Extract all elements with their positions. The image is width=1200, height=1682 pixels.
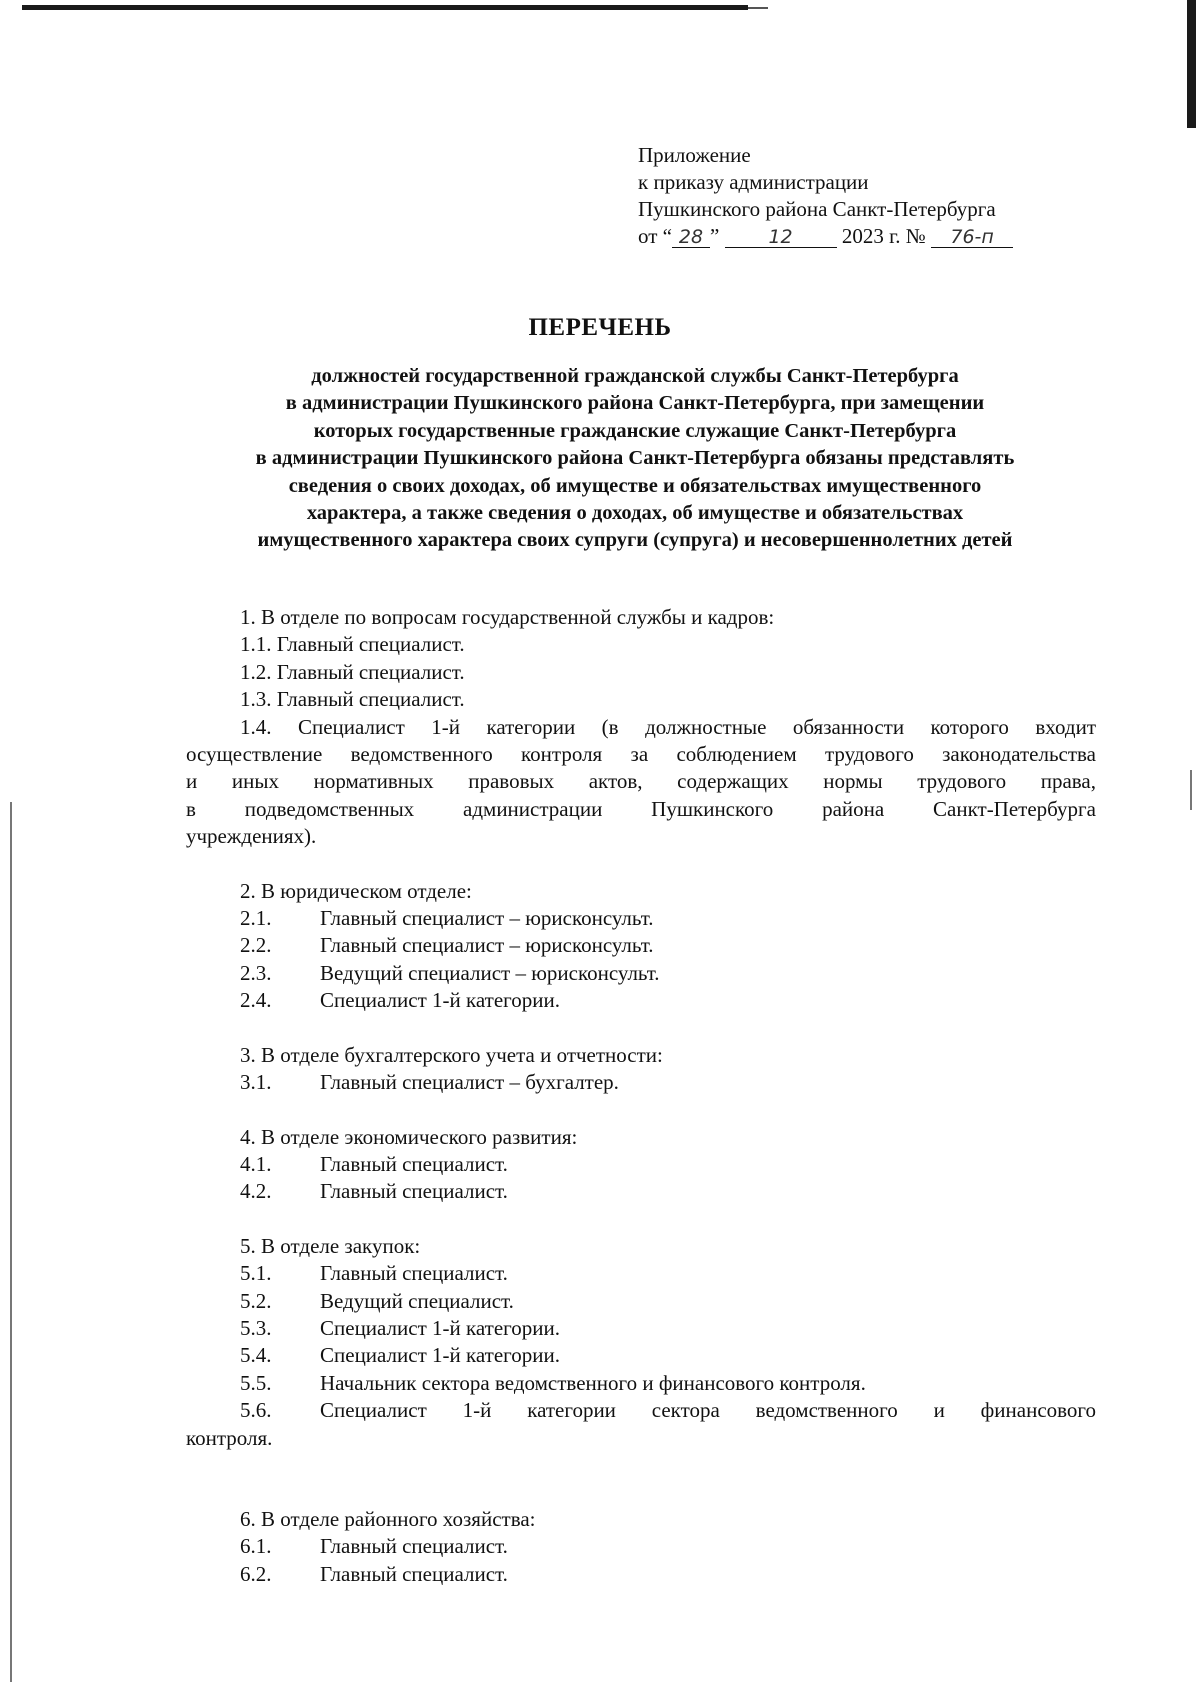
subtitle-line: имущественного характера своих супруги (супруга) и несовершеннолетних детей [257, 529, 1013, 552]
item-number: 5.1. [240, 1261, 272, 1286]
handwritten-month: 12 [725, 227, 837, 248]
list-item [186, 1561, 1096, 1588]
list-item-1-4-line: осуществление ведомственного контроля за соблюдением трудового законодательства [186, 742, 1096, 767]
from-prefix: от [638, 224, 658, 248]
item-text: Начальник сектора ведомственного и финансового контроля. [320, 1370, 866, 1395]
item-text: Главный специалист – бухгалтер. [320, 1070, 619, 1095]
item-text: Главный специалист. [320, 1534, 508, 1559]
item-text: Ведущий специалист. [320, 1288, 514, 1313]
item-number: 4.1. [240, 1151, 272, 1176]
scan-mark-right [1190, 770, 1192, 810]
list-item [186, 1288, 1096, 1315]
document-body [186, 604, 1096, 1588]
quote-open: “ [662, 224, 672, 248]
scan-edge-top [22, 5, 748, 10]
document-subtitle [170, 363, 1100, 555]
item-number: 5.5. [240, 1370, 272, 1395]
item-number: 5.4. [240, 1343, 272, 1368]
subtitle-line: характера, а также сведения о доходах, об имуществе и обязательствах [306, 502, 964, 525]
item-number: 5.6. [240, 1398, 272, 1423]
item-number: 6.1. [240, 1534, 272, 1559]
subtitle-line: должностей государственной гражданской службы Санкт-Петербурга [311, 365, 959, 387]
list-item [186, 1533, 1096, 1560]
list-item [186, 1260, 1096, 1287]
handwritten-day: 28 [672, 227, 710, 248]
list-item [186, 1342, 1096, 1369]
approval-block [638, 142, 1013, 250]
scan-edge-left [10, 802, 12, 1682]
item-text: Главный специалист. [320, 1261, 508, 1286]
item-text: Главный специалист. [320, 1151, 508, 1176]
document-title: ПЕРЕЧЕНЬ [528, 314, 672, 341]
item-text: Специалист 1-й категории. [320, 988, 560, 1013]
quote-close: ” [709, 224, 720, 248]
list-item-1-4-line: 1.4. Специалист 1-й категории (в должностные обязанности которого входит [240, 714, 1096, 739]
section-4-heading: 4. В отделе экономического развития: [240, 1124, 578, 1149]
subtitle-line: которых государственные гражданские служащие Санкт-Петербурга [313, 419, 957, 442]
list-item [186, 905, 1096, 932]
subtitle-line: в администрации Пушкинского района Санкт-Петербурга, при замещении [285, 392, 985, 415]
item-text: Специалист 1-й категории сектора ведомственного и финансового [320, 1398, 1096, 1423]
item-text: Ведущий специалист – юрисконсульт. [320, 960, 660, 985]
item-text: Главный специалист. [320, 1179, 508, 1204]
handwritten-order-number: 76-п [931, 227, 1013, 248]
section-6-heading: 6. В отделе районного хозяйства: [240, 1506, 536, 1531]
item-number: 3.1. [240, 1070, 272, 1095]
list-item: 1.1. Главный специалист. [240, 632, 465, 657]
item-text: Специалист 1-й категории. [320, 1343, 560, 1368]
list-item-1-4-line: и иных нормативных правовых актов, содержащих нормы трудового права, [186, 769, 1096, 794]
item-number: 6.2. [240, 1561, 272, 1586]
item-number: 4.2. [240, 1179, 272, 1204]
list-item-5-6 [186, 1397, 1096, 1424]
item-text: Главный специалист. [320, 1561, 508, 1586]
section-1-heading: 1. В отделе по вопросам государственной службы и кадров: [240, 605, 775, 629]
section-2-heading: 2. В юридическом отделе: [240, 878, 472, 903]
list-item [186, 1151, 1096, 1178]
scan-edge-right [1187, 0, 1196, 128]
list-item-1-4-line: в подведомственных администрации Пушкинского района Санкт-Петербурга [186, 796, 1096, 821]
list-item [186, 932, 1096, 959]
item-number: 2.2. [240, 933, 272, 958]
approval-line-1: Приложение [638, 143, 751, 167]
list-item-5-6-continuation: контроля. [186, 1425, 273, 1450]
section-3-heading: 3. В отделе бухгалтерского учета и отчетности: [240, 1042, 663, 1067]
list-item [186, 1315, 1096, 1342]
section-5-heading: 5. В отделе закупок: [240, 1233, 421, 1258]
item-number: 2.1. [240, 906, 272, 931]
subtitle-line: в администрации Пушкинского района Санкт-Петербурга обязаны представлять [255, 447, 1015, 470]
list-item [186, 960, 1096, 987]
item-number: 2.3. [240, 960, 272, 985]
list-item [186, 1178, 1096, 1205]
item-number: 5.3. [240, 1315, 272, 1340]
item-number: 2.4. [240, 988, 272, 1013]
approval-date-line [638, 223, 1013, 250]
item-text: Специалист 1-й категории. [320, 1315, 560, 1340]
list-item [186, 1370, 1096, 1397]
approval-line-2: к приказу администрации [638, 170, 869, 194]
scan-edge-top-tail [748, 7, 768, 9]
item-text: Главный специалист – юрисконсульт. [320, 906, 654, 931]
list-item: 1.3. Главный специалист. [240, 687, 465, 712]
year-text: 2023 г. № [841, 224, 926, 248]
item-number: 5.2. [240, 1288, 272, 1313]
list-item-1-4-line: учреждениях). [186, 824, 317, 849]
list-item [186, 1069, 1096, 1096]
subtitle-line: сведения о своих доходах, об имуществе и обязательствах имущественного [288, 474, 982, 497]
list-item [186, 987, 1096, 1014]
list-item: 1.2. Главный специалист. [240, 659, 465, 684]
item-text: Главный специалист – юрисконсульт. [320, 933, 654, 958]
approval-line-3: Пушкинского района Санкт-Петербурга [638, 197, 996, 221]
